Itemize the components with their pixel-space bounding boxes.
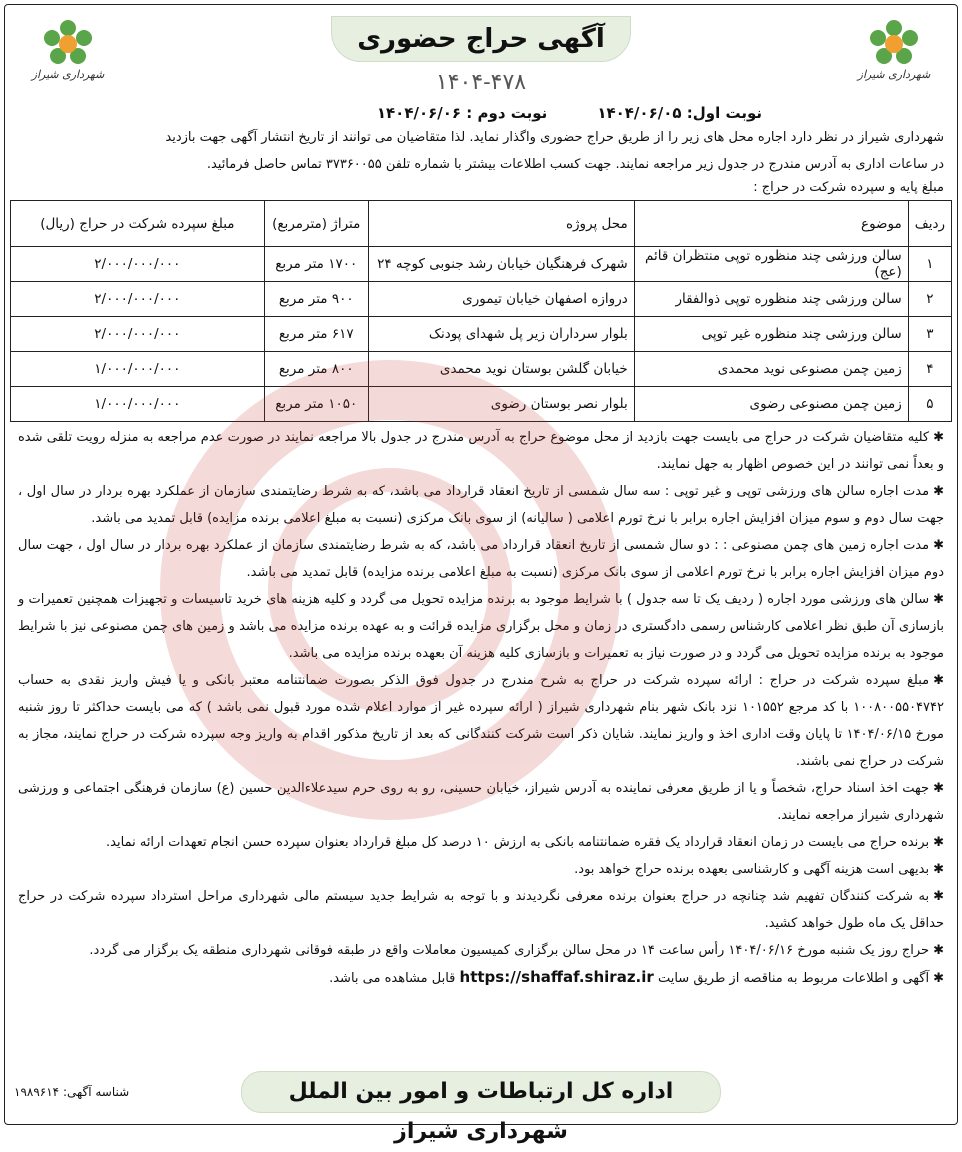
municipality-logo-right [854, 18, 934, 98]
cell-subject: زمین چمن مصنوعی رضوی [634, 387, 908, 422]
cell-location: خیابان گلشن بوستان نوید محمدی [368, 352, 634, 387]
cell-location: بلوار سرداران زیر پل شهدای پودنک [368, 317, 634, 352]
page-border [4, 4, 958, 1125]
term-item: ✱کلیه متقاضیان شرکت در حراج می بایست جهت بازدید از محل موضوع حراج به آدرس مندرج در جدول بالا مراجعه نمایند در صورت عدم مراجعه به منزله رویت تلقی شده و بعداً نمی توانند در این خصوص اظهار به جهل نمایند. [18, 430, 944, 472]
asterisk-icon: ✱ [933, 673, 944, 688]
intro-line-1: شهرداری شیراز در نظر دارد اجاره محل های زیر را از طریق حراج حضوری واگذار نماید. لذا متقاضیان می توانند از تاریخ انتشار آگهی جهت بازدید [165, 130, 944, 145]
cell-area: ۶۱۷ متر مربع [264, 317, 368, 352]
table-subtitle: مبلغ پایه و سپرده شرکت در حراج : [753, 180, 944, 195]
term-item: ✱مبلغ سپرده شرکت در حراج : ارائه سپرده شرکت در حراج به شرح مندرج در جدول فوق الذکر بصورت ضمانتنامه معتبر بانکی و یا فیش واریز نقدی به حساب ۱۰۰۸۰۰۵۵۰۴۷۴۲ با کد مرجع ۱۰۱۵۵۲ نزد بانک شهر بنام شهرداری شیراز ( ارائه سپرده غیر از موارد اعلام شده مورد قبول نمی باشد ) که می بایست حداکثر تا روز شنبه مورخ ۱۴۰۴/۰۶/۱۵ تا پایان وقت اداری اخذ و واریز نمایند. شایان ذکر است شرکت کنندگانی که بعد از تاریخ مذکور اقدام به واریز وجه سپرده شرکت در حراج نمایند، مجاز به شرکت در حراج نمی باشند. [18, 673, 944, 769]
cell-area: ۱۷۰۰ متر مربع [264, 247, 368, 282]
asterisk-icon: ✱ [933, 862, 944, 877]
cell-deposit: ۲/۰۰۰/۰۰۰/۰۰۰ [11, 317, 265, 352]
cell-location: شهرک فرهنگیان خیابان رشد جنوبی کوچه ۲۴ [368, 247, 634, 282]
term-item: ✱جهت اخذ اسناد حراج، شخصاً و یا از طریق معرفی نماینده به آدرس شیراز، خیابان حسینی، رو به روی حرم سیدعلاءالدین حسین (ع) سازمان فرهنگی اجتماعی و ورزشی شهرداری شیراز مراجعه نمایند. [18, 781, 944, 823]
asterisk-icon: ✱ [933, 835, 944, 850]
flower-logo-icon [38, 18, 98, 70]
asterisk-icon: ✱ [933, 592, 944, 607]
cell-deposit: ۲/۰۰۰/۰۰۰/۰۰۰ [11, 247, 265, 282]
footer [14, 1071, 948, 1144]
cell-subject: زمین چمن مصنوعی نوید محمدی [634, 352, 908, 387]
col-header-deposit: مبلغ سپرده شرکت در حراج (ریال) [11, 201, 265, 247]
cell-row-no: ۴ [908, 352, 951, 387]
term-item: ✱بدیهی است هزینه آگهی و کارشناسی بعهده برنده حراج خواهد بود. [574, 862, 944, 877]
cell-deposit: ۲/۰۰۰/۰۰۰/۰۰۰ [11, 282, 265, 317]
municipality-logo-left [28, 18, 108, 98]
asterisk-icon: ✱ [933, 430, 944, 445]
reference-number: ۱۴۰۴-۴۷۸ [435, 70, 527, 95]
cell-deposit: ۱/۰۰۰/۰۰۰/۰۰۰ [11, 387, 265, 422]
ad-title: آگهی حراج حضوری [331, 16, 631, 62]
cell-subject: سالن ورزشی چند منظوره غیر توپی [634, 317, 908, 352]
cell-row-no: ۵ [908, 387, 951, 422]
term-item: ✱حراج روز یک شنبه مورخ ۱۴۰۴/۰۶/۱۶ رأس ساعت ۱۴ در محل سالن برگزاری کمیسیون معاملات واقع در طبقه فوقانی شهرداری منطقه یک برگزار می گردد. [89, 943, 944, 958]
term-item: ✱مدت اجاره سالن های ورزشی توپی و غیر توپی : سه سال شمسی از تاریخ انعقاد قرارداد می باشد، که به شرط رضایتمندی سازمان از عملکرد بهره بردار در سال اول ، جهت سال دوم و سوم میزان افزایش اجاره برابر با نرخ تورم اعلامی ( سالیانه) از سوی بانک مرکزی (نسبت به مبلغ اعلامی برنده مزایده) قابل تمدید می باشد. [18, 484, 944, 526]
ad-identifier: شناسه آگهی: ۱۹۸۹۶۱۴ [14, 1085, 130, 1099]
website-link[interactable]: https://shaffaf.shiraz.ir [459, 968, 654, 986]
second-turn-date: نوبت دوم : ۱۴۰۴/۰۶/۰۶ [376, 104, 548, 122]
intro-line-2: در ساعات اداری به آدرس مندرج در جدول زیر مراجعه نمایند. جهت کسب اطلاعات بیشتر با شماره تلفن ۳۷۳۶۰۰۵۵ تماس حاصل فرمائید. [206, 157, 944, 172]
asterisk-icon: ✱ [933, 971, 944, 986]
cell-location: دروازه اصفهان خیابان تیموری [368, 282, 634, 317]
flower-logo-icon [864, 18, 924, 70]
term-item-website: ✱آگهی و اطلاعات مربوط به مناقصه از طریق سایت https://shaffaf.shiraz.ir قابل مشاهده می باشد. [329, 968, 944, 986]
col-header-row-no: ردیف [908, 201, 951, 247]
asterisk-icon: ✱ [933, 889, 944, 904]
asterisk-icon: ✱ [933, 538, 944, 553]
cell-row-no: ۱ [908, 247, 951, 282]
term-item: ✱مدت اجاره زمین های چمن مصنوعی : : دو سال شمسی از تاریخ انعقاد قرارداد می باشد، که به شرط رضایتمندی سازمان از عملکرد بهره بردار در سال اول ، جهت سال دوم میزان افزایش اجاره برابر با نرخ تورم اعلامی از سوی بانک مرکزی (نسبت به مبلغ اعلامی برنده مزایده) قابل تمدید می باشد. [18, 538, 944, 580]
term-item: ✱برنده حراج می بایست در زمان انعقاد قرارداد یک فقره ضمانتنامه بانکی به ارزش ۱۰ درصد کل مبلغ قرارداد بعنوان سپرده حسن انجام تعهدات ارائه نماید. [106, 835, 944, 850]
cell-deposit: ۱/۰۰۰/۰۰۰/۰۰۰ [11, 352, 265, 387]
logo-text: شهرداری شیراز [31, 68, 105, 81]
cell-row-no: ۲ [908, 282, 951, 317]
footer-title: اداره کل ارتباطات و امور بین الملل شهرداری شیراز [241, 1071, 721, 1113]
col-header-subject: موضوع [634, 201, 908, 247]
cell-row-no: ۳ [908, 317, 951, 352]
cell-area: ۸۰۰ متر مربع [264, 352, 368, 387]
first-turn-date: نوبت اول: ۱۴۰۴/۰۶/۰۵ [597, 104, 762, 122]
cell-location: بلوار نصر بوستان رضوی [368, 387, 634, 422]
asterisk-icon: ✱ [933, 781, 944, 796]
cell-subject: سالن ورزشی چند منظوره توپی ذوالفقار [634, 282, 908, 317]
logo-text: شهرداری شیراز [857, 68, 931, 81]
header [10, 6, 952, 102]
asterisk-icon: ✱ [933, 943, 944, 958]
col-header-location: محل پروژه [368, 201, 634, 247]
cell-subject: سالن ورزشی چند منظوره توپی منتظران قائم (عج) [634, 247, 908, 282]
term-item: ✱به شرکت کنندگان تفهیم شد چنانچه در حراج بعنوان برنده معرفی نگردیدند و با توجه به شرایط جدید سیستم مالی شهرداری مراحل استرداد سپرده شرکت در حراج حداقل یک ماه طول خواهد کشید. [18, 889, 944, 931]
col-header-area: متراژ (مترمربع) [264, 201, 368, 247]
cell-area: ۹۰۰ متر مربع [264, 282, 368, 317]
term-item: ✱سالن های ورزشی مورد اجاره ( ردیف یک تا سه جدول ) با شرایط موجود به برنده مزایده تحویل می گردد و کلیه هزینه های خرید تاسیسات و تجهیزات همچنین تعمیرات و بازسازی آن طبق نظر اعلامی کارشناس رسمی دادگستری در زمان و محل برگزاری مزایده قرائت و به عهده برنده مزایده می باشد و زمین های چمن مصنوعی نیز با شرایط موجود به برنده مزایده تحویل می گردد و در صورت نیاز به تعمیرات و بازسازی کلیه هزینه آن بعهده برنده مزایده می باشد. [18, 592, 944, 661]
asterisk-icon: ✱ [933, 484, 944, 499]
cell-area: ۱۰۵۰ متر مربع [264, 387, 368, 422]
